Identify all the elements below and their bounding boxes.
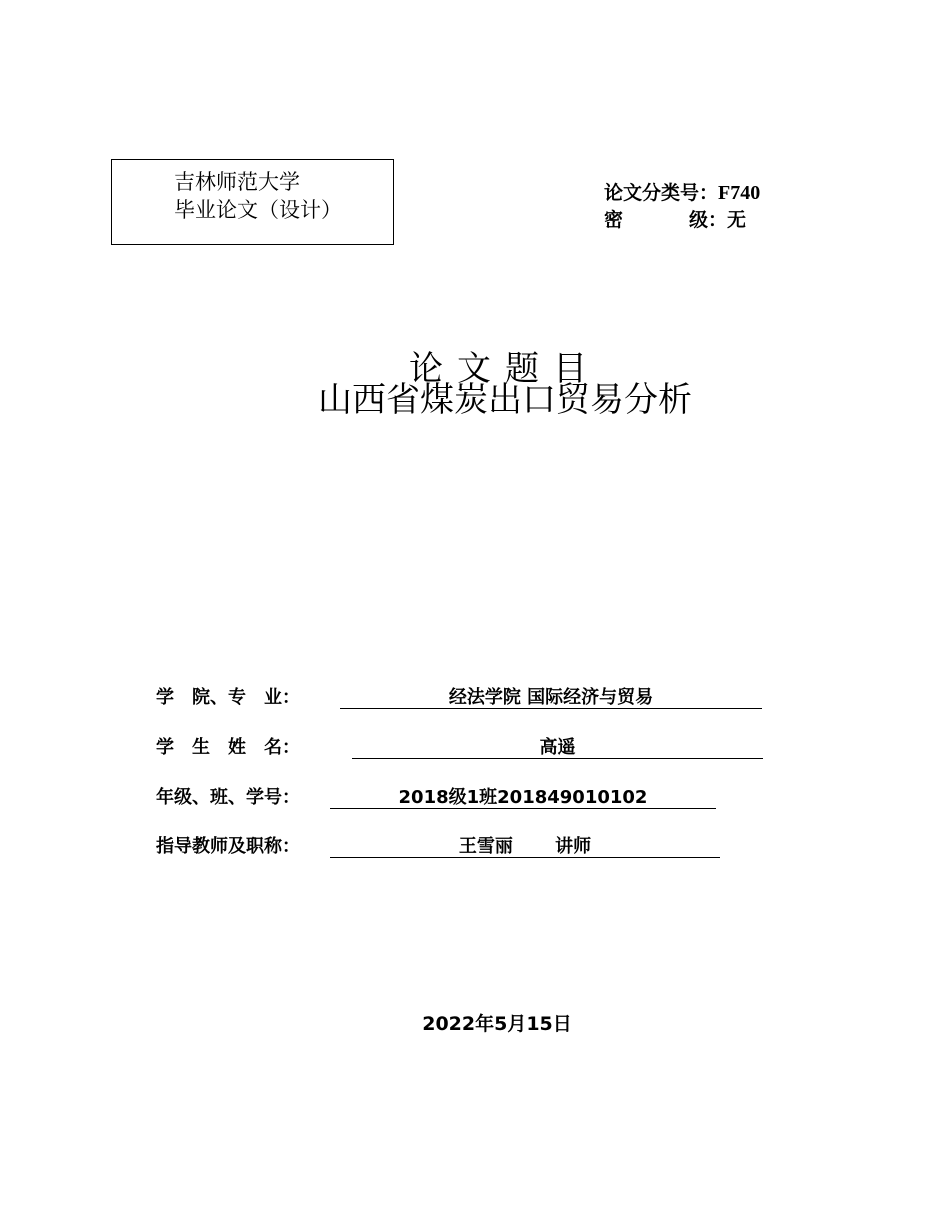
thesis-title-label: 论文题目 (409, 349, 601, 389)
classification-label: 论文分类号： (604, 182, 719, 204)
advisor-value: 王雪丽 讲师 (330, 835, 720, 858)
secrecy-line (604, 208, 746, 232)
advisor-label: 指导教师及职称： (156, 836, 300, 857)
thesis-title: 山西省煤炭出口贸易分析 (318, 380, 692, 420)
college-value: 经法学院 国际经济与贸易 (340, 686, 762, 709)
secrecy-label-a: 密 (604, 209, 624, 231)
student-name-label: 学 生 姓 名： (156, 737, 300, 758)
submission-date: 2022年5月15日 (422, 1013, 572, 1035)
university-name: 吉林师范大学 (174, 170, 300, 194)
classification-value: F740 (718, 182, 761, 204)
classification-line (604, 181, 760, 205)
grade-value: 2018级1班201849010102 (330, 786, 716, 809)
student-name-value: 高遥 (352, 736, 763, 759)
grade-label: 年级、班、学号： (156, 787, 300, 808)
secrecy-label-b: 级： (689, 209, 728, 231)
university-box (111, 159, 394, 245)
secrecy-value: 无 (727, 209, 747, 231)
thesis-type: 毕业论文（设计） (174, 198, 342, 222)
college-label: 学 院、专 业： (156, 687, 300, 708)
